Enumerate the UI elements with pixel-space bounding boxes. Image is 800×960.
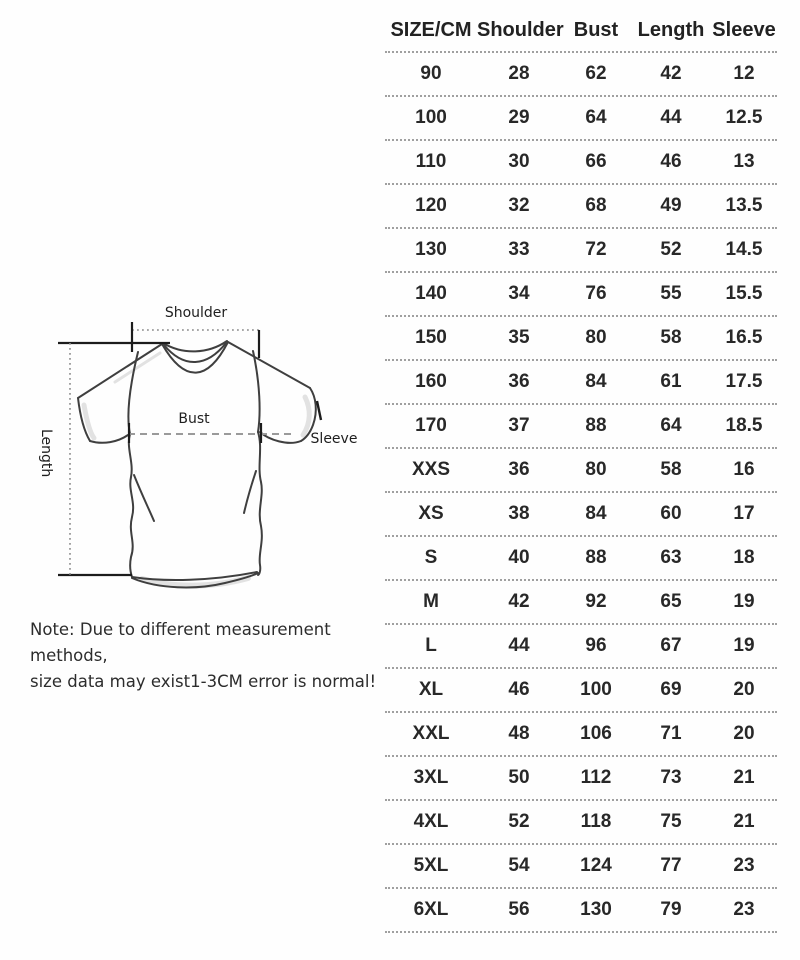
value-cell: 54	[508, 855, 530, 876]
value-cell: 32	[508, 195, 530, 216]
value-cell: 58	[660, 327, 682, 348]
size-label-cell: XL	[418, 679, 444, 700]
value-cell: 19	[733, 591, 755, 612]
value-cell: 37	[508, 415, 530, 436]
size-table-header-row	[385, 10, 777, 53]
value-cell: 49	[660, 195, 682, 216]
table-row	[385, 229, 777, 273]
column-header: Bust	[573, 19, 619, 41]
size-label-cell: 160	[415, 371, 447, 392]
value-cell: 30	[508, 151, 530, 172]
tshirt-outline	[78, 341, 316, 587]
value-cell: 20	[733, 679, 755, 700]
value-cell: 106	[580, 723, 612, 744]
size-label-cell: M	[423, 591, 439, 612]
size-label-cell: 90	[420, 63, 442, 84]
value-cell: 118	[580, 811, 612, 832]
value-cell: 44	[660, 107, 682, 128]
value-cell: 58	[660, 459, 682, 480]
size-table-body	[385, 53, 777, 933]
measurement-lines	[58, 322, 321, 575]
value-cell: 40	[508, 547, 530, 568]
value-cell: 72	[585, 239, 607, 260]
value-cell: 79	[660, 899, 682, 920]
value-cell: 64	[660, 415, 682, 436]
size-table	[385, 10, 777, 933]
value-cell: 19	[733, 635, 755, 656]
bust-label: Bust	[178, 411, 210, 427]
table-row	[385, 713, 777, 757]
value-cell: 46	[660, 151, 682, 172]
table-row	[385, 493, 777, 537]
left-sleeve-top	[78, 344, 162, 398]
size-label-cell: XXS	[411, 459, 451, 480]
value-cell: 18.5	[725, 415, 763, 436]
size-label-cell: 110	[415, 151, 447, 172]
sleeve-measure-tick	[317, 401, 321, 420]
value-cell: 52	[660, 239, 682, 260]
value-cell: 28	[508, 63, 530, 84]
size-label-cell: 6XL	[413, 899, 449, 920]
table-row	[385, 185, 777, 229]
table-row	[385, 141, 777, 185]
measurement-note	[30, 617, 380, 695]
value-cell: 63	[660, 547, 682, 568]
value-cell: 12.5	[725, 107, 763, 128]
value-cell: 56	[508, 899, 530, 920]
value-cell: 112	[580, 767, 612, 788]
right-torso-side	[258, 432, 262, 575]
value-cell: 15.5	[725, 283, 763, 304]
table-row	[385, 405, 777, 449]
size-label-cell: L	[425, 635, 437, 656]
value-cell: 64	[585, 107, 607, 128]
size-label-cell: 150	[415, 327, 447, 348]
value-cell: 33	[508, 239, 530, 260]
table-row	[385, 581, 777, 625]
value-cell: 124	[580, 855, 612, 876]
left-torso-side	[129, 434, 133, 577]
size-label-cell: 5XL	[413, 855, 449, 876]
value-cell: 52	[508, 811, 530, 832]
size-label-cell: 130	[415, 239, 447, 260]
tshirt-drawing	[20, 285, 380, 625]
size-label-cell: XXL	[412, 723, 450, 744]
table-row	[385, 537, 777, 581]
column-header: Length	[637, 19, 705, 41]
value-cell: 17	[733, 503, 755, 524]
table-row	[385, 53, 777, 97]
right-sleeve-top	[228, 342, 310, 388]
value-cell: 13	[733, 151, 755, 172]
table-row	[385, 449, 777, 493]
shoulder-label: Shoulder	[164, 305, 228, 321]
value-cell: 36	[508, 371, 530, 392]
value-cell: 96	[585, 635, 607, 656]
value-cell: 14.5	[725, 239, 763, 260]
size-label-cell: XS	[418, 503, 444, 524]
value-cell: 80	[585, 327, 607, 348]
value-cell: 73	[660, 767, 682, 788]
value-cell: 18	[733, 547, 755, 568]
value-cell: 84	[585, 371, 607, 392]
value-cell: 88	[585, 547, 607, 568]
value-cell: 60	[660, 503, 682, 524]
value-cell: 68	[585, 195, 607, 216]
value-cell: 65	[660, 591, 682, 612]
size-label-cell: S	[424, 547, 438, 568]
right-armhole	[253, 351, 260, 432]
value-cell: 42	[508, 591, 530, 612]
left-fold-seam	[134, 475, 154, 521]
value-cell: 35	[508, 327, 530, 348]
value-cell: 38	[508, 503, 530, 524]
value-cell: 75	[660, 811, 682, 832]
size-label-cell: 120	[415, 195, 447, 216]
value-cell: 69	[660, 679, 682, 700]
value-cell: 66	[585, 151, 607, 172]
value-cell: 23	[733, 899, 755, 920]
table-row	[385, 801, 777, 845]
size-label-cell: 140	[415, 283, 447, 304]
size-label-cell: 100	[415, 107, 447, 128]
column-header: Sleeve	[712, 19, 776, 41]
value-cell: 13.5	[725, 195, 763, 216]
value-cell: 88	[585, 415, 607, 436]
tshirt-measurement-diagram	[20, 285, 380, 625]
value-cell: 12	[733, 63, 755, 84]
value-cell: 80	[585, 459, 607, 480]
table-row	[385, 361, 777, 405]
value-cell: 42	[660, 63, 682, 84]
size-label-cell: 4XL	[413, 811, 449, 832]
value-cell: 130	[580, 899, 612, 920]
value-cell: 23	[733, 855, 755, 876]
size-label-cell: 170	[415, 415, 447, 436]
size-label-cell: 3XL	[413, 767, 449, 788]
length-label: Length	[38, 429, 54, 478]
table-row	[385, 889, 777, 933]
value-cell: 61	[660, 371, 682, 392]
value-cell: 21	[733, 811, 755, 832]
value-cell: 46	[508, 679, 530, 700]
value-cell: 36	[508, 459, 530, 480]
value-cell: 67	[660, 635, 682, 656]
table-row	[385, 317, 777, 361]
value-cell: 77	[660, 855, 682, 876]
sleeve-label: Sleeve	[310, 431, 358, 447]
right-fold-seam	[244, 471, 256, 513]
collar-back	[163, 341, 227, 351]
shirt-shading	[84, 353, 309, 586]
column-header: SIZE/CM	[390, 19, 472, 41]
value-cell: 20	[733, 723, 755, 744]
table-row	[385, 669, 777, 713]
table-row	[385, 273, 777, 317]
value-cell: 62	[585, 63, 607, 84]
value-cell: 16	[733, 459, 755, 480]
table-row	[385, 845, 777, 889]
value-cell: 29	[508, 107, 530, 128]
value-cell: 71	[660, 723, 682, 744]
value-cell: 17.5	[725, 371, 763, 392]
value-cell: 16.5	[725, 327, 763, 348]
value-cell: 100	[580, 679, 612, 700]
value-cell: 55	[660, 283, 682, 304]
value-cell: 21	[733, 767, 755, 788]
table-row	[385, 97, 777, 141]
note-line-1: Note: Due to different measurement methods,	[30, 620, 331, 665]
value-cell: 48	[508, 723, 530, 744]
value-cell: 84	[585, 503, 607, 524]
value-cell: 44	[508, 635, 530, 656]
table-row	[385, 757, 777, 801]
table-row	[385, 625, 777, 669]
value-cell: 76	[585, 283, 607, 304]
column-header: Shoulder	[477, 19, 564, 41]
note-line-2: size data may exist1-3CM error is normal!	[30, 672, 377, 691]
value-cell: 50	[508, 767, 530, 788]
value-cell: 34	[508, 283, 530, 304]
value-cell: 92	[585, 591, 607, 612]
